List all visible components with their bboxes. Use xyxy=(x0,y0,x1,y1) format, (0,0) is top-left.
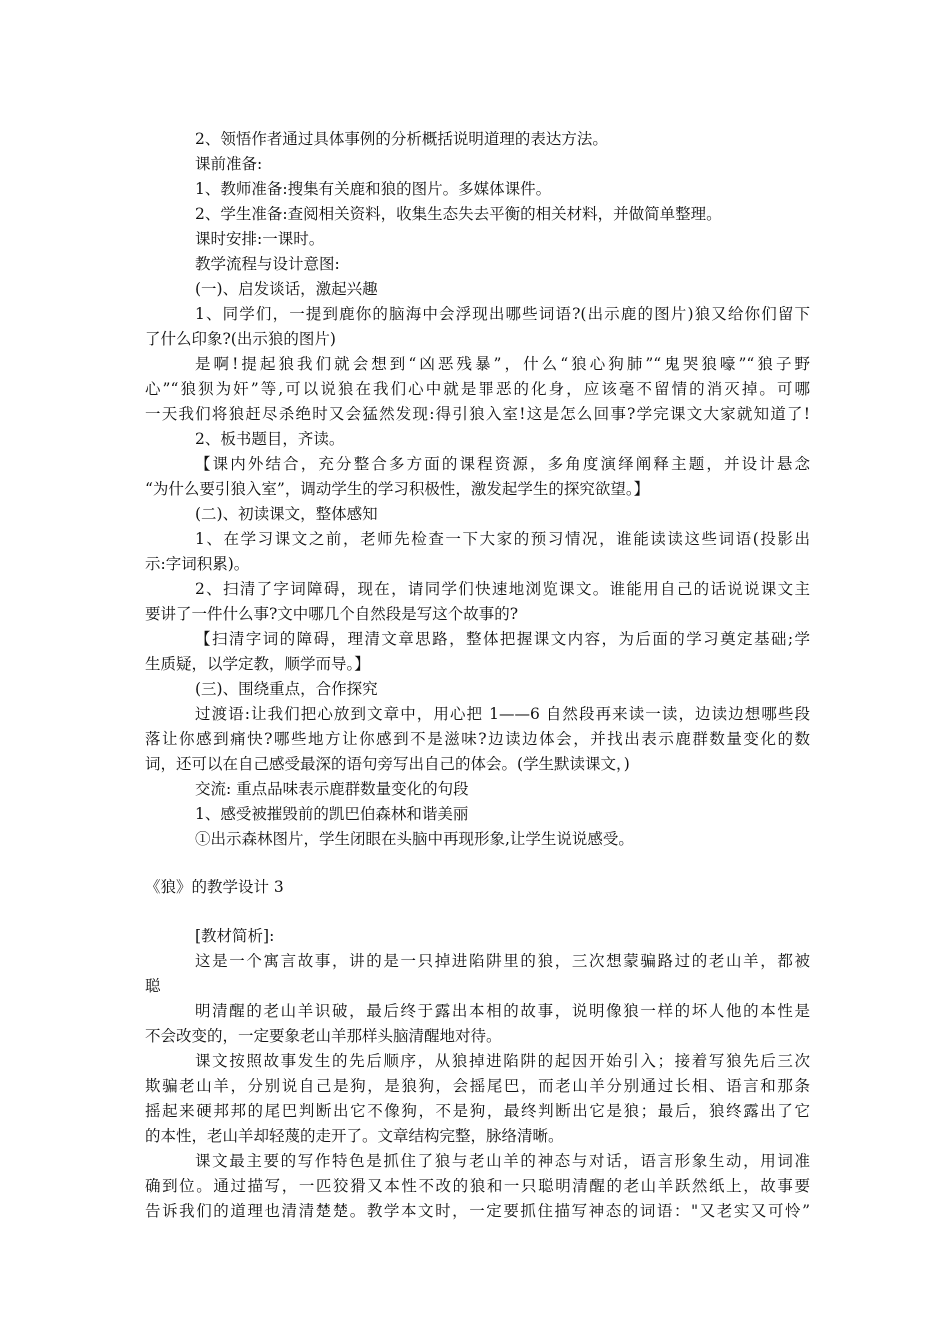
text-line: 心”“狼狈为奸”等,可以说狼在我们心中就是罪恶的化身，应该毫不留情的消灭掉。可哪 xyxy=(145,380,810,398)
text-line: 课时安排:一课时。 xyxy=(195,230,325,248)
text-line: 1、感受被摧毁前的凯巴伯森林和谐美丽 xyxy=(195,805,469,823)
text-line: 1、教师准备:搜集有关鹿和狼的图片。多媒体课件。 xyxy=(195,180,552,198)
text-line: 教学流程与设计意图: xyxy=(195,255,340,273)
text-line: 【扫清字词的障碍，理清文章思路，整体把握课文内容，为后面的学习奠定基础;学 xyxy=(195,630,810,648)
text-line: ①出示森林图片，学生闭眼在头脑中再现形象,让学生说说感受。 xyxy=(195,830,634,848)
text-line: 生质疑，以学定教，顺学而导。】 xyxy=(145,655,370,673)
text-line: 聪 xyxy=(145,977,161,995)
text-line: “为什么要引狼入室”，调动学生的学习积极性，激发起学生的探究欲望。】 xyxy=(145,480,650,498)
text-line: 课文按照故事发生的先后顺序，从狼掉进陷阱的起因开始引入；接着写狼先后三次 xyxy=(195,1052,810,1070)
text-line: 是啊!提起狼我们就会想到“凶恶残暴”，什么“狼心狗肺”“鬼哭狼嚎”“狼子野 xyxy=(195,355,810,373)
text-line: 1、在学习课文之前，老师先检查一下大家的预习情况，谁能读读这些词语(投影出 xyxy=(195,530,810,548)
text-line: 示:字词积累)。 xyxy=(145,555,250,573)
text-line: 告诉我们的道理也清清楚楚。教学本文时，一定要抓住描写神态的词语："又老实又可怜” xyxy=(145,1202,810,1220)
text-line: 2、领悟作者通过具体事例的分析概括说明道理的表达方法。 xyxy=(195,130,608,148)
text-line: 2、扫清了字词障碍，现在，请同学们快速地浏览课文。谁能用自己的话说说课文主 xyxy=(195,580,810,598)
text-line: 【课内外结合，充分整合多方面的课程资源，多角度演绎阐释主题，并设计悬念 xyxy=(195,455,810,473)
text-line: 一天我们将狼赶尽杀绝时又会猛然发现:得引狼入室!这是怎么回事?学完课文大家就知道了! xyxy=(145,405,810,423)
text-line: 摇起来硬邦邦的尾巴判断出它不像狗，不是狗，最终判断出它是狼；最后，狼终露出了它 xyxy=(145,1102,810,1120)
text-line: 欺骗老山羊，分别说自己是狗，是狼狗，会摇尾巴，而老山羊分别通过长相、语言和那条 xyxy=(145,1077,810,1095)
text-line: (一)、启发谈话，激起兴趣 xyxy=(195,280,378,298)
text-line: 明清醒的老山羊识破，最后终于露出本相的故事，说明像狼一样的坏人他的本性是 xyxy=(195,1002,810,1020)
text-line: 确到位。通过描写，一匹狡猾又本性不改的狼和一只聪明清醒的老山羊跃然纸上，故事要 xyxy=(145,1177,810,1195)
text-line: 的本性，老山羊却轻蔑的走开了。文章结构完整，脉络清晰。 xyxy=(145,1127,564,1145)
text-line: 课文最主要的写作特色是抓住了狼与老山羊的神态与对话，语言形象生动，用词准 xyxy=(195,1152,810,1170)
text-line: 了什么印象?(出示狼的图片) xyxy=(145,330,336,348)
text-line: 这是一个寓言故事，讲的是一只掉进陷阱里的狼，三次想蒙骗路过的老山羊，都被 xyxy=(195,952,810,970)
text-line: 交流: 重点品味表示鹿群数量变化的句段 xyxy=(195,780,469,798)
section-heading: 《狼》的教学设计 3 xyxy=(145,878,284,896)
text-line: 2、学生准备:查阅相关资料，收集生态失去平衡的相关材料，并做简单整理。 xyxy=(195,205,722,223)
text-line: 课前准备: xyxy=(195,155,263,173)
text-line: (二)、初读课文，整体感知 xyxy=(195,505,378,523)
text-line: 过渡语:让我们把心放到文章中，用心把 1——6 自然段再来读一读，边读边想哪些段 xyxy=(195,705,810,723)
text-line: 要讲了一件什么事?文中哪几个自然段是写这个故事的? xyxy=(145,605,519,623)
text-line: 1、同学们，一提到鹿你的脑海中会浮现出哪些词语?(出示鹿的图片)狼又给你们留下 xyxy=(195,305,810,323)
text-line: 不会改变的，一定要象老山羊那样头脑清醒地对待。 xyxy=(145,1027,502,1045)
text-line: (三)、围绕重点，合作探究 xyxy=(195,680,378,698)
text-line: [教材简析]: xyxy=(195,927,275,945)
text-line: 落让你感到痛快?哪些地方让你感到不是滋味?边读边体会，并找出表示鹿群数量变化的数 xyxy=(145,730,810,748)
text-line: 2、板书题目，齐读。 xyxy=(195,430,345,448)
text-line: 词，还可以在自己感受最深的语句旁写出自己的体会。(学生默读课文，) xyxy=(145,755,630,773)
